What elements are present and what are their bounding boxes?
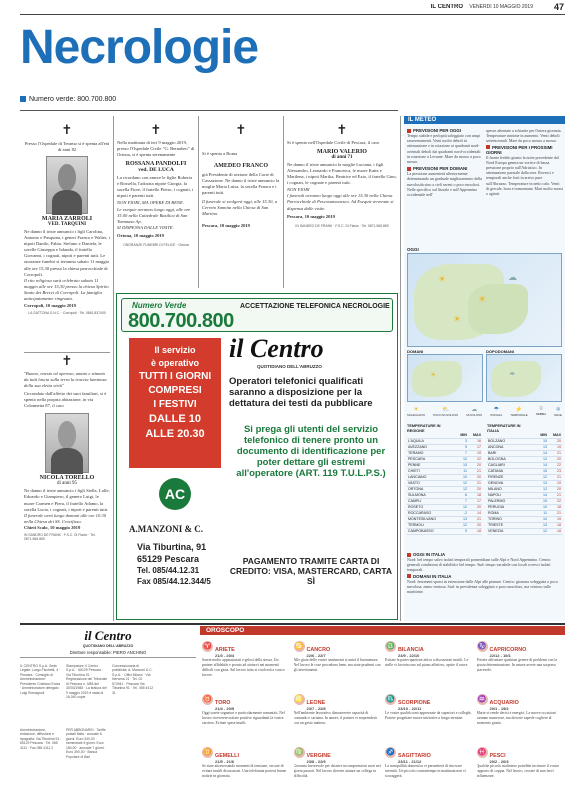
manzoni-logo-icon: AC [159, 478, 191, 510]
oroscopo-section [200, 626, 565, 794]
sign-dates: 20/2 - 20/3 [489, 759, 509, 764]
zodiac-icon: ♌ [294, 696, 304, 704]
city-name: MONTESILVANO [407, 517, 454, 523]
temp-max: 19 [548, 445, 562, 451]
map-label-domani: DOMANI [407, 349, 424, 354]
meteo-tomorrow-text: La pressione aumenterà ulteriormente determinando un graduale miglioramento della nuvolosità sino a cieli sereni o poco nuvolosi. Nelle specifico sul litorale e sull'Appennino occidentale nell' [407, 171, 483, 197]
temp-max: 19 [548, 481, 562, 487]
city-name: VENEZIA [487, 529, 534, 535]
temp-max: 20 [468, 475, 482, 481]
title-rule [20, 110, 398, 111]
city-name: LANCIANO [407, 475, 454, 481]
city-name: GENOVA [487, 481, 534, 487]
ad-newspaper-sub: QUOTIDIANO DELL'ABRUZZO [257, 364, 322, 369]
notice-body: già Presidente di sezione della Corte di Cassazione. Ne danno il triste annuncio la moglie Maria Luisa, la sorella Franca e i parenti tutti. [202, 172, 280, 196]
temp-min: 10 [534, 517, 548, 523]
city-name: MILANO [487, 487, 534, 493]
sign-dates: 21/3 - 20/4 [215, 653, 235, 658]
ad-newspaper-logo: il Centro [229, 334, 324, 363]
masthead-col-4: Amministrazione, redazione, diffusione e tipografia: Via Tiburtina 91 · 65129 Pescara · Tel. 085 4111 · Fax 085 4111 2 [20, 728, 62, 750]
zodiac-icon: ♊ [203, 749, 212, 757]
legend-item: ☁ NUVOLOSO [466, 407, 483, 417]
zodiac-icon: ♓ [477, 749, 487, 757]
temp-row [487, 529, 562, 535]
notice-body: Ne danno il triste annuncio i figli Carolina, Antonio e Pasquina, i generi Franco e Walter, i nipoti Danilo, Fabio, Stefano e Daniela, le sorelle Giuseppa e Iolanda, il fratello Giovanni, i cognati, nipoti e parenti tutti. Le onoranze funebri si terranno sabato 11 maggio alle ore 15,30 presso la chiesa parrocchiale di Corropoli. [24, 229, 110, 277]
header-rule [20, 14, 565, 15]
cross-icon: ✝ [235, 124, 247, 138]
temp-max: 21 [548, 511, 562, 517]
italia-text: Nord: bel tempo salvo isolati temporali pomeridiani sulle Alpi e Nord Appennino. Centro: generali condizioni di stabilità e bel tempo. Sud: tempo variabile con locali rovesci isolati temporali. [407, 557, 552, 573]
temp-max: 22 [548, 499, 562, 505]
notice-italic: SI DISPENSA DALLE VISITE. [117, 224, 174, 230]
header-brand: IL CENTRO [430, 4, 463, 10]
temp-max: 20 [548, 439, 562, 445]
notice-valerio [287, 124, 397, 286]
col-sep-2 [198, 116, 199, 288]
temp-max: 22 [468, 457, 482, 463]
ad-body-2: Si prega gli utenti del servizio telefonico di tenere pronto un documento di identificazione per poter dettare gli estremi all'operatore (ART. 119 T.U.L.P.S.) [236, 424, 386, 479]
notice-text: Si è spento nell'Ospedale Civile di Pescara, il caro [287, 140, 380, 145]
temp-max: 18 [548, 505, 562, 511]
temp-max: 21 [548, 451, 562, 457]
ad-red-line: ALLE 20.30 [145, 428, 205, 440]
city-name: PALERMO [487, 499, 534, 505]
city-name: SULMONA [407, 493, 454, 499]
masthead [20, 628, 196, 793]
horoscope-sign [294, 691, 382, 742]
temp-min: 9 [454, 529, 468, 535]
city-name: ROSETO [407, 505, 454, 511]
zodiac-icon: ♉ [203, 696, 212, 704]
sign-text: Potrete affrontare qualsiasi genere di problemi con la giusta determinazione. In amore avrete una sorpresa piacevole. [476, 658, 558, 672]
horoscope-sign [294, 744, 382, 794]
notice-torello [24, 355, 110, 617]
deceased-sub: di anni 95 [57, 481, 77, 487]
masthead-col-3: Concessionaria di pubblicità: A. Manzoni & C. S.p.A. · Uffici Milano · Via Nervesa 21 · Tel. 02 574941 · Pescara Via Tiburtina 91 · Tel. 085 4412 31 [112, 664, 154, 695]
oroscopo-title: OROSCOPO [200, 626, 565, 635]
domani-italia-text: Nord: fenomeni sparsi in estensione dalle Alpi alle pianure. Centro: giornata soleggiata o poco nuvolosa, meno ventosa. Sud: in prevalenza soleggiato o poco nuvoloso, ma ventoso sulle marittime. [407, 578, 559, 594]
temp-max: 18 [548, 529, 562, 535]
col-sep-4 [400, 116, 401, 621]
temp-min: 12 [534, 457, 548, 463]
sign-dates: 23/8 - 22/9 [306, 759, 326, 764]
temp-max: 22 [548, 463, 562, 469]
notice-place: Chieti Scalo, 10 maggio 2019 [24, 524, 81, 530]
phone-line [20, 96, 220, 106]
city-name: ORTONA [407, 487, 454, 493]
ad-red-line: Il servizio [154, 345, 196, 355]
notice-italic: Il rito religioso sarà celebrato sabato 11 maggio alle ore 15,30 presso la chiesa Spirito Santo dei Brecci di Corropoli. La famiglia anticipatamente ringrazia. [24, 277, 109, 301]
temp-min: -2 [454, 511, 468, 517]
legend-item: ≡ NEBBIA [535, 406, 547, 416]
temp-max: 17 [468, 445, 482, 451]
temp-min: 5 [454, 445, 468, 451]
temp-min: 13 [534, 445, 548, 451]
temp-min: 11 [534, 511, 548, 517]
city-name: VASTO [407, 481, 454, 487]
notice-text: Circondato dall'affetto dei suoi familiari, si è spento nella propria abitazione, in via Colonnetta 87, il caro [24, 391, 107, 409]
meteo-next-text: Il fronte freddo giunto la notte precedente dal Nord Europa genera un vortice di bassa pressione proprio sull'Adriatico. In attenuazione parziale dalla sera. Rovesci e temporali anche forti in arrivo pure sull'Abruzzo. Temperature in netto calo. Venti di grecale, bora e tramontana. Mari molto mossi o agitati. [486, 154, 563, 196]
deceased-sub: VED. TARQUINI [47, 222, 87, 228]
horoscope-sign [385, 638, 473, 689]
sign-dates: 23/7 - 22/8 [306, 706, 326, 711]
city-name: TORINO [487, 517, 534, 523]
ad-block [116, 293, 398, 620]
city-name: TERMOLI [407, 523, 454, 529]
legend-item: ⛅ POCO NUVOLOSO [433, 407, 459, 417]
temp-min: 10 [454, 475, 468, 481]
city-name: ROMA [487, 511, 534, 517]
notice-body: La ricordano con amore le figlie Roberta e Rossella, l'adorata nipote Giorgia, la sorella Fiore, il fratello Pietro, i cognati, i nipoti e parenti tutti. [117, 175, 194, 199]
zodiac-icon: ♒ [477, 696, 487, 704]
meteo-col-left [407, 128, 483, 246]
notice-body: Ne danno il triste annuncio la moglie Luciana, i figli Alessandro, Leonardo e Francesca, le nuore Katia e Marilena, i nipoti Marika, Beatrice ed Ezio, il fratello Gino, i cognati, le cognate e parenti tutti. [287, 162, 397, 186]
legend-item: ⚡ TEMPORALE [510, 407, 528, 417]
col1-sep [24, 352, 110, 353]
meteo-legend [407, 406, 562, 420]
temp-min: 15 [534, 469, 548, 475]
notice-body: Ne danno il triste annuncio i figli Stella, Lolle, Edoardo e Giampiero, il genero Luigi, le nuore Carmen e Piera, il fratello Adamo, la sorella Lucia, i cognati, i nipoti e parenti tutti. [24, 488, 110, 512]
meteo-next-label: PREVISIONI PER I PROSSIMI GIORNI [486, 144, 553, 155]
agency-line: IN SANDRO DE FRANK · F.S.C. Di Flavio · Tel. 0871.565.869 [24, 532, 96, 542]
sign-dates: 23/10 - 22/11 [398, 706, 422, 711]
cross-icon: ✝ [150, 124, 162, 138]
temp-max: 17 [468, 499, 482, 505]
ad-body-1: Operatori telefonici qualificati saranno a disposizione per la dettatura dei testi da pubblicare [229, 376, 373, 409]
meteo-section [404, 116, 565, 621]
sign-text: Qualche piccolo malinteso potrebbe incrinare il vostro rapporto di coppia. Nel lavoro, cercate di non farvi influenzare. [476, 764, 560, 778]
sign-name: VERGINE [306, 753, 331, 759]
sign-dates: 21/4 - 20/5 [215, 706, 235, 711]
notice-italic: Le esequie avranno luogo oggi, alle ore 15.00 nella Cattedrale Basilica di San Tommaso Ap. [117, 206, 191, 224]
deceased-name: MARIO VALERIO [317, 149, 367, 156]
deceased-photo [46, 156, 88, 214]
temp-min: 3 [454, 439, 468, 445]
ad-fax: Fax 085/44.12.344/5 [137, 577, 211, 586]
temp-max: 20 [548, 457, 562, 463]
notice-place: Corropoli, 10 maggio 2019 [24, 302, 76, 308]
sign-name: TORO [215, 700, 231, 706]
notice-intro: Presso l'Ospedale di Teramo si è spenta all'età di anni 82 [24, 141, 110, 153]
masthead-col-5: PER ABBONARSI · Tariffe postali Italia · annuale 6 giorni: Euro 340,00 · semestrale 6 giorni: Euro 180,00 · annuale 7 giorni: Euro 390,00 · Banca Popolare di Bari [66, 728, 106, 759]
horoscope-sign [477, 691, 565, 742]
ad-red-line: COMPRESI [148, 385, 202, 396]
city-name: CAGLIARI [487, 463, 534, 469]
zodiac-icon: ♐ [386, 749, 395, 757]
temp-min: 6 [454, 493, 468, 499]
sign-text: Marte vi rende decisi e energici. Le nuove occasioni saranno numerose, ma dovrete saperle cogliere al momento giusto. [476, 711, 556, 725]
sign-name: GEMELLI [215, 753, 239, 759]
sign-name: ARIETE [215, 647, 235, 653]
notice-franco [202, 124, 280, 286]
temp-max: 21 [548, 475, 562, 481]
sign-text: Oggi sarete sognatori e particolarmente romantici. Nel lavoro riceverete notizie positive riguardanti la vostra carriera. Evitate spese inutili. [202, 711, 285, 725]
deceased-name: AMEDEO FRANCO [213, 163, 269, 170]
sign-dates: 22/12 - 19/1 [489, 653, 511, 658]
col-sep-3 [283, 116, 284, 288]
city-name: ANCONA [487, 445, 534, 451]
notice-place: Ortona, 10 maggio 2019 [117, 232, 164, 238]
sign-text: Evitate la partecipazione attiva a discussioni inutili. Le stelle vi favoriscono sul piano affettivo, aprite il cuore. [385, 658, 469, 667]
temp-min: 12 [454, 487, 468, 493]
city-name: PESCARA [407, 457, 454, 463]
meteo-today-text: Tempo stabile e perlopiù soleggiato con ampi rasserenamenti. Venti molto deboli in attenuazione e in rotazione ai quadranti nord-orientali deboli dai quadranti nord-occidentali in rotazione a Levante. Mare da mosso a poco mosso. [407, 133, 481, 164]
notice-zarroli [24, 124, 110, 350]
horoscope-sign [477, 638, 565, 689]
temp-italia-title: TEMPERATURE IN ITALIA [487, 424, 521, 433]
city-name: CAMPOBASSO [407, 529, 454, 535]
city-name: PENNE [407, 463, 454, 469]
sign-name: CANCRO [306, 647, 331, 653]
cross-icon: ✝ [61, 355, 73, 369]
temp-max: 23 [548, 469, 562, 475]
zodiac-icon: ♋ [294, 643, 304, 651]
city-name: CAMPLI [407, 499, 454, 505]
legend-item: ☀ SOLEGGIATO [407, 407, 426, 417]
temp-min: 13 [534, 523, 548, 529]
zodiac-icon: ♎ [386, 643, 395, 651]
agency-line: IN SANDRO DE FRANK · F.S.C. Di Flavio · Tel. 0871.565.869 [295, 223, 389, 228]
deceased-name: ROSSANA PANDOLFI [125, 161, 187, 168]
sign-name: CAPRICORNO [489, 647, 527, 653]
notice-italic: Il funerale si svolgerà oggi, alle 15.30, a Cerreto Sannita nella Chiesa di San Martino. [202, 199, 278, 217]
city-name: AVEZZANO [407, 445, 454, 451]
city-name: BARI [487, 451, 534, 457]
masthead-director: Direttore responsabile: PIERO ANCHINO [20, 650, 196, 658]
sign-name: SCORPIONE [398, 700, 431, 706]
map-label-dopodomani: DOPODOMANI [486, 349, 514, 354]
header-date: VENERDÌ 10 MAGGIO 2019 [469, 4, 533, 10]
horoscope-sign [477, 744, 565, 794]
ad-red-line: DALLE 10 [149, 413, 201, 425]
deceased-name: NICOLA TORELLO [39, 475, 95, 482]
temp-min: 14 [534, 493, 548, 499]
map-domani: ☀ [407, 354, 483, 402]
temp-min: 13 [454, 517, 468, 523]
city-name: PERUGIA [487, 505, 534, 511]
city-name: CHIETI [407, 469, 454, 475]
temp-max: 20 [548, 487, 562, 493]
temp-min: 11 [454, 469, 468, 475]
sign-text: Le vostre qualità sono apprezzate da superiori e colleghi. Potrete progettare nuove iniziative a lungo termine. [385, 711, 472, 720]
agency-line: ONORANZE FUNEBRI DI FELICE · Ortona [123, 242, 189, 247]
temp-max: 18 [468, 493, 482, 499]
temp-max: 14 [468, 511, 482, 517]
city-name: L'AQUILA [407, 439, 454, 445]
temp-max: 18 [468, 529, 482, 535]
page-number: 47 [553, 2, 564, 12]
temp-regione-title: TEMPERATURE IN REGIONE [407, 424, 441, 433]
zodiac-icon: ♈ [203, 643, 212, 651]
horoscope-sign [202, 744, 290, 794]
sign-dates: 23/11 - 21/12 [398, 759, 422, 764]
sign-name: PESCI [489, 753, 506, 759]
notice-pandolfi [117, 124, 195, 286]
meteo-col2-text: spesse alternate a schiarite per l'intera giornata. Temperature minime in aumento. Venti deboli settentrionali. Mare da poco mosso a mosso. [486, 128, 562, 144]
horoscope-sign [385, 691, 473, 742]
cross-icon: ✝ [336, 124, 348, 138]
temp-min: 12 [534, 529, 548, 535]
meteo-title: IL METEO [404, 116, 565, 124]
temp-min: 12 [454, 481, 468, 487]
sign-dates: 23/9 - 22/10 [398, 653, 420, 658]
ad-red-box [129, 338, 221, 468]
sign-text: La tranquillità domestica vi permetterà di ritrovare serenità. Un piccolo contrattempo in mattinata non vi scoraggerà. [385, 764, 466, 778]
cross-icon: ✝ [61, 124, 73, 138]
notice-text: Nella mattinata di ieri 9 maggio 2019, presso l'Ospedale Civile "G. Bernabeo" di Ortona, si è spenta serenamente [117, 140, 195, 158]
temp-max: 20 [468, 505, 482, 511]
ad-banner-title: ACCETTAZIONE TELEFONICA NECROLOGIE [240, 303, 390, 310]
horoscope-sign [385, 744, 473, 794]
sign-name: ACQUARIO [489, 700, 519, 706]
italia-label: OGGI IN ITALIA [413, 552, 446, 557]
zodiac-icon: ♏ [386, 696, 395, 704]
city-name: CATANIA [487, 469, 534, 475]
temp-min: 7 [454, 499, 468, 505]
city-name: FIRENZE [487, 475, 534, 481]
zodiac-icon: ♑ [477, 643, 487, 651]
city-name: BOLOGNA [487, 457, 534, 463]
ad-banner [121, 298, 393, 332]
temp-min: 14 [534, 451, 548, 457]
deceased-name: MARIA ZARROLI [41, 216, 93, 223]
phone-label: Numero verde: 800.700.800 [29, 96, 117, 103]
sign-dates: 21/5 - 21/6 [215, 759, 235, 764]
ad-address-2: 65129 Pescara [137, 554, 200, 564]
deceased-sub: di anni 71 [331, 155, 353, 161]
col-sep-1 [113, 116, 114, 621]
city-name: ROCCARASO [407, 511, 454, 517]
meteo-today-label: PREVISIONI PER OGGI [413, 128, 462, 133]
ad-banner-label: Numero Verde [132, 301, 187, 310]
meteo-col-right [486, 128, 563, 246]
oroscopo-grid [200, 635, 565, 793]
temp-min: 13 [534, 481, 548, 487]
map-dopodomani: ☂ [486, 354, 562, 402]
city-name: TRIESTE [487, 523, 534, 529]
temp-min: 7 [454, 451, 468, 457]
city-name: TERAMO [407, 451, 454, 457]
temp-min: 12 [534, 487, 548, 493]
city-name: NAPOLI [487, 493, 534, 499]
page-title: Necrologie [20, 21, 259, 74]
horoscope-sign [202, 691, 290, 742]
temp-max: 20 [468, 463, 482, 469]
notice-place: Pescara, 10 maggio 2019 [202, 222, 250, 228]
temp-row [407, 529, 482, 535]
ad-payment: PAGAMENTO TRAMITE CARTA DI CREDITO: VISA, MASTERCARD, CARTA SÌ [229, 556, 393, 586]
ad-banner-number: 800.700.800 [128, 310, 234, 332]
temp-min: 10 [454, 463, 468, 469]
ad-red-line: I FESTIVI [153, 399, 197, 410]
deceased-sub: ved. DE LUCA [138, 167, 174, 174]
sign-name: SAGITTARIO [398, 753, 431, 759]
notice-text: Si è spenta a Roma [202, 151, 238, 156]
masthead-sub: QUOTIDIANO DELL'ABRUZZO [82, 644, 134, 648]
ad-company: A.MANZONI & C. [129, 524, 203, 534]
sign-text: Giornata favorevole per chiarire incomprensioni sorte nei giorni passati. Nel lavoro dovrete aiutare un collega in difficoltà. [293, 764, 381, 778]
italia-forecast [407, 552, 562, 618]
sign-text: Se state attraversando momenti di tensione, cercate di evitare inutili discussioni. Una telefonata porterà buone notizie in giornata. [202, 764, 287, 778]
masthead-logo: il Centro [84, 628, 132, 643]
temp-regione: TEMPERATURE IN REGIONE MIN MAX L'AQUILA 3 16 AVEZZANO 5 17 TERAMO 7 19 PESCARA 12 22 PENNE 10 20 CHIETI 11 21 LANCIANO 10 20 VASTO 12 21 ORTONA 12 20 SULMONA 6 18 CAMPLI 7 17 ROSETO 12 20 ROCCARASO -2 14 MONTESILVANO 13 21 TERMOLI 12 20 CAMPOBASSO 9 18 [407, 424, 481, 533]
ad-tel: Tel. 085/44.12.31 [137, 566, 200, 575]
notice-place: Pescara, 10 maggio 2019 [287, 213, 335, 219]
temp-max: 21 [468, 517, 482, 523]
deceased-photo [45, 413, 89, 473]
notice-italic: NON FIORI, MA OPERE DI BENE. [117, 200, 184, 206]
sign-dates: 20/1 - 19/2 [489, 706, 509, 711]
temp-max: 21 [468, 469, 482, 475]
horoscope-sign [294, 638, 382, 689]
legend-item: ❄ NEVE [554, 407, 562, 417]
temp-min: 12 [454, 457, 468, 463]
domani-italia-label: DOMANI IN ITALIA [413, 573, 452, 579]
sign-text: Sarete molto appassionati e gelosi della stessa. Un partner affidabile e pronto ad aiutarvi nei momenti difficili con gioia. Sul lavoro tutto si risolverà a vostro favore. [202, 658, 285, 677]
temp-min: 12 [454, 505, 468, 511]
masthead-col-2: Stampatore: Il Centro S.p.A. · 65129 Pescara · Via Tiburtina 91 · Registrazione del Tribunale di Pescara n. 4/88 del 30/03/1988 · La tiratura del 9 maggio 2019 è stata di 16.040 copie [66, 664, 108, 699]
notice-italic: NON FIORI [287, 187, 310, 193]
legend-item: ☂ PIOGGIA [490, 407, 503, 417]
sign-text: Alle gioie delle vostre sentimenti si unirà il buonumore. Nel lavoro le cose procedono bene, ma siate prudenti con gli investimenti. [293, 658, 381, 672]
notice-quote: "Buono, onesto ed operoso, amato e stimato da tutti lascia sulla terra la traccia luminosa della sua eletta virtù" [24, 371, 107, 389]
sign-name: LEONE [306, 700, 326, 706]
horoscope-sign [202, 638, 290, 689]
temp-min: 12 [454, 523, 468, 529]
temp-max: 16 [468, 439, 482, 445]
temp-max: 19 [468, 451, 482, 457]
meteo-tomorrow-label: PREVISIONI PER DOMANI [413, 166, 468, 172]
temp-min: 10 [534, 439, 548, 445]
temp-max: 21 [468, 481, 482, 487]
temp-max: 18 [548, 523, 562, 529]
ad-red-line: TUTTI I GIORNI [138, 371, 212, 382]
zodiac-icon: ♍ [294, 749, 304, 757]
city-name: BOLZANO [487, 439, 534, 445]
sign-name: BILANCIA [398, 647, 424, 653]
notice-italic: I funerali avranno luogo oggi alle ore 15.30 nella Chiesa Parrocchiale di Pescosansonesco. Ad Esequie avvenute si dispensa dalle visite. [287, 193, 394, 211]
temp-italia: TEMPERATURE IN ITALIA MIN MAX BOLZANO 10 20 ANCONA 13 19 BARI 14 21 BOLOGNA 12 20 CAGLIARI 14 22 CATANIA 15 23 FIRENZE 12 21 GENOVA 13 19 MILANO 12 20 NAPOLI 14 21 PALERMO 15 22 PERUGIA 10 18 ROMA 11 21 TORINO 10 19 TRIESTE 13 18 VENEZIA 12 18 [487, 424, 561, 533]
temp-max: 21 [548, 493, 562, 499]
ad-red-line: è operativo [150, 358, 199, 368]
sign-dates: 22/6 - 22/7 [306, 653, 326, 658]
temp-min: 14 [534, 463, 548, 469]
notice-italic: Il funerale avrà luogo domani alle ore 10.30 nella Chiesa dei SS. Crocifisso. [24, 512, 106, 524]
map-oggi: ☀ ☀ ☀ ☁ [407, 253, 562, 347]
sign-text: Nell'ambiente lavorativo dimostrerete capacità di comando e carisma. In amore, il partner vi sorprenderà con un gesto inatteso. [293, 711, 377, 725]
agency-line: LA GATTONA S.N.C. · Corropoli · Tel. 0861.837400 [28, 310, 106, 315]
temp-max: 20 [468, 487, 482, 493]
temp-min: 10 [534, 505, 548, 511]
temp-max: 20 [468, 523, 482, 529]
temp-min: 15 [534, 499, 548, 505]
bottom-rule [20, 623, 565, 625]
masthead-col-1: IL CENTRO S.p.A. Sede Legale: Largo Fischetti, 4 · Pescara · Consiglio di Amministrazione: Presidente Cristiano Ervas · Amministratore delegato Luigi Romagnoli [20, 664, 61, 695]
map-label-oggi: OGGI [407, 247, 419, 252]
page-header [0, 0, 580, 14]
temp-min: 12 [534, 475, 548, 481]
ad-address-1: Via Tiburtina, 91 [137, 542, 207, 552]
temp-max: 19 [548, 517, 562, 523]
